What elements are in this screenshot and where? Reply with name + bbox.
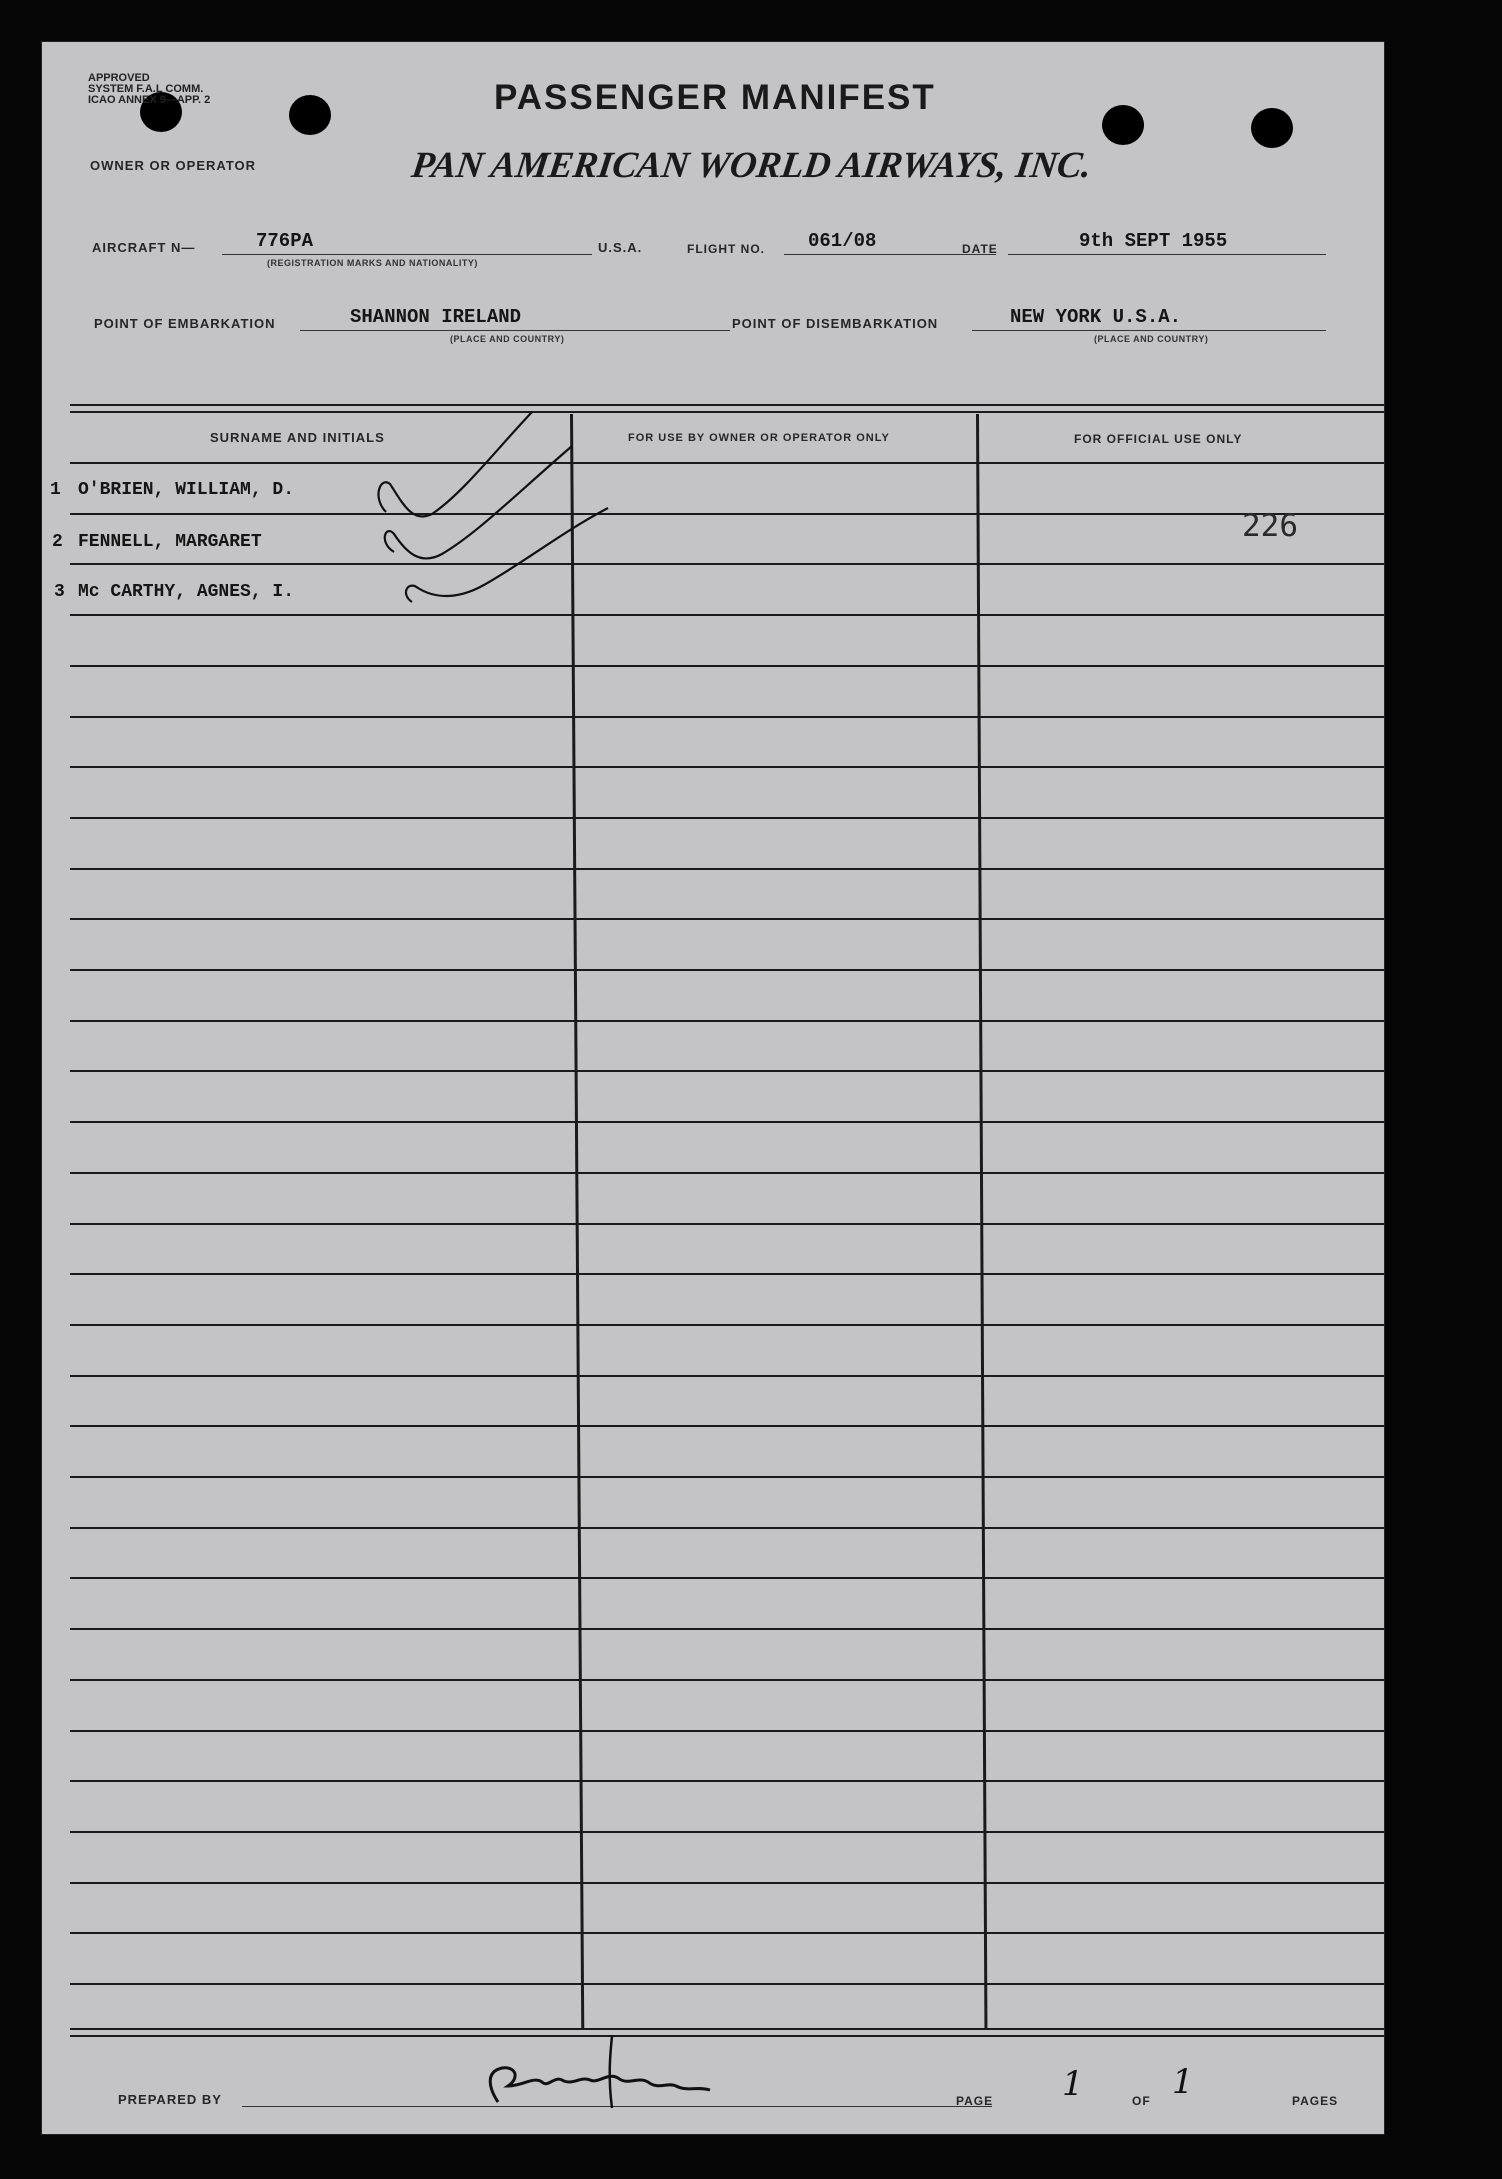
row-rule bbox=[70, 918, 1384, 920]
embarkation-label: POINT OF EMBARKATION bbox=[94, 316, 276, 331]
manifest-sheet bbox=[42, 42, 1384, 2134]
approval-line: ICAO ANNEX 9—APP. 2 bbox=[88, 94, 211, 106]
column-header-official-use: FOR OFFICIAL USE ONLY bbox=[1074, 432, 1243, 446]
row-rule bbox=[70, 1983, 1384, 1985]
page-value: 1 bbox=[1062, 2064, 1084, 2104]
row-rule bbox=[70, 716, 1384, 718]
row-rule bbox=[70, 614, 1384, 616]
row-rule bbox=[70, 1324, 1384, 1326]
passenger-name: O'BRIEN, WILLIAM, D. bbox=[78, 480, 295, 500]
disembarkation-underline bbox=[972, 330, 1326, 331]
approval-line: SYSTEM F.A.L COMM. bbox=[88, 83, 204, 95]
row-rule bbox=[70, 1020, 1384, 1022]
row-rule bbox=[70, 513, 1384, 515]
row-rule bbox=[70, 1070, 1384, 1072]
date-underline bbox=[1008, 254, 1326, 255]
flight-label: FLIGHT NO. bbox=[687, 242, 765, 256]
row-rule bbox=[70, 1932, 1384, 1934]
disembarkation-label: POINT OF DISEMBARKATION bbox=[732, 316, 939, 331]
row-rule bbox=[70, 1628, 1384, 1630]
disembarkation-value: NEW YORK U.S.A. bbox=[1010, 306, 1182, 328]
column-divider bbox=[976, 414, 987, 2030]
footer-rule bbox=[70, 2035, 1384, 2037]
check-mark-icon bbox=[406, 508, 608, 602]
punch-hole bbox=[1251, 108, 1293, 148]
row-rule bbox=[70, 868, 1384, 870]
row-rule bbox=[70, 1831, 1384, 1833]
official-note: 226 bbox=[1242, 508, 1298, 544]
passenger-name: FENNELL, MARGARET bbox=[78, 532, 262, 552]
row-rule bbox=[70, 665, 1384, 667]
of-label: OF bbox=[1132, 2094, 1151, 2108]
date-label: DATE bbox=[962, 242, 998, 256]
row-rule bbox=[70, 766, 1384, 768]
header-rule bbox=[70, 404, 1384, 406]
aircraft-value: 776PA bbox=[256, 230, 314, 252]
row-number: 2 bbox=[52, 532, 63, 552]
row-rule bbox=[70, 1780, 1384, 1782]
pages-label: PAGES bbox=[1292, 2094, 1339, 2108]
aircraft-label: AIRCRAFT N— bbox=[92, 240, 196, 255]
row-rule bbox=[70, 1679, 1384, 1681]
flight-value: 061/08 bbox=[808, 230, 877, 252]
approval-line: APPROVED bbox=[88, 72, 150, 84]
row-rule bbox=[70, 1882, 1384, 1884]
column-header-surname: SURNAME AND INITIALS bbox=[210, 430, 385, 445]
row-rule bbox=[70, 1577, 1384, 1579]
passenger-name: Mc CARTHY, AGNES, I. bbox=[78, 582, 295, 602]
row-rule bbox=[70, 1425, 1384, 1427]
embarkation-value: SHANNON IRELAND bbox=[350, 306, 522, 328]
punch-hole bbox=[1102, 105, 1144, 145]
date-value: 9th SEPT 1955 bbox=[1079, 230, 1228, 252]
row-rule bbox=[70, 1172, 1384, 1174]
row-rule bbox=[70, 817, 1384, 819]
row-rule bbox=[70, 1375, 1384, 1377]
owner-name: PAN AMERICAN WORLD AIRWAYS, INC. bbox=[409, 145, 1095, 186]
row-number: 3 bbox=[54, 582, 65, 602]
row-number: 1 bbox=[50, 480, 61, 500]
header-rule bbox=[70, 411, 1384, 413]
row-rule bbox=[70, 462, 1384, 464]
column-divider bbox=[570, 414, 584, 2030]
signature bbox=[462, 2016, 722, 2116]
of-value: 1 bbox=[1172, 2062, 1194, 2102]
row-rule bbox=[70, 1121, 1384, 1123]
form-title: PASSENGER MANIFEST bbox=[494, 78, 936, 117]
row-rule bbox=[70, 1527, 1384, 1529]
row-rule bbox=[70, 969, 1384, 971]
row-rule bbox=[70, 1476, 1384, 1478]
column-header-owner-use: FOR USE BY OWNER OR OPERATOR ONLY bbox=[628, 432, 890, 444]
page-label: PAGE bbox=[956, 2094, 994, 2108]
embarkation-underline bbox=[300, 330, 730, 331]
aircraft-underline bbox=[222, 254, 592, 255]
country-label: U.S.A. bbox=[598, 240, 643, 255]
embarkation-sub: (PLACE AND COUNTRY) bbox=[450, 334, 565, 344]
footer-rule bbox=[70, 2028, 1384, 2030]
check-marks bbox=[372, 402, 612, 652]
row-rule bbox=[70, 1273, 1384, 1275]
row-rule bbox=[70, 1223, 1384, 1225]
disembarkation-sub: (PLACE AND COUNTRY) bbox=[1094, 334, 1209, 344]
prepared-by-label: PREPARED BY bbox=[118, 2092, 222, 2107]
punch-hole bbox=[289, 95, 331, 135]
owner-label: OWNER OR OPERATOR bbox=[90, 158, 257, 173]
check-mark-icon bbox=[385, 446, 572, 558]
row-rule bbox=[70, 563, 1384, 565]
row-rule bbox=[70, 1730, 1384, 1732]
aircraft-sub: (REGISTRATION MARKS AND NATIONALITY) bbox=[267, 258, 478, 268]
